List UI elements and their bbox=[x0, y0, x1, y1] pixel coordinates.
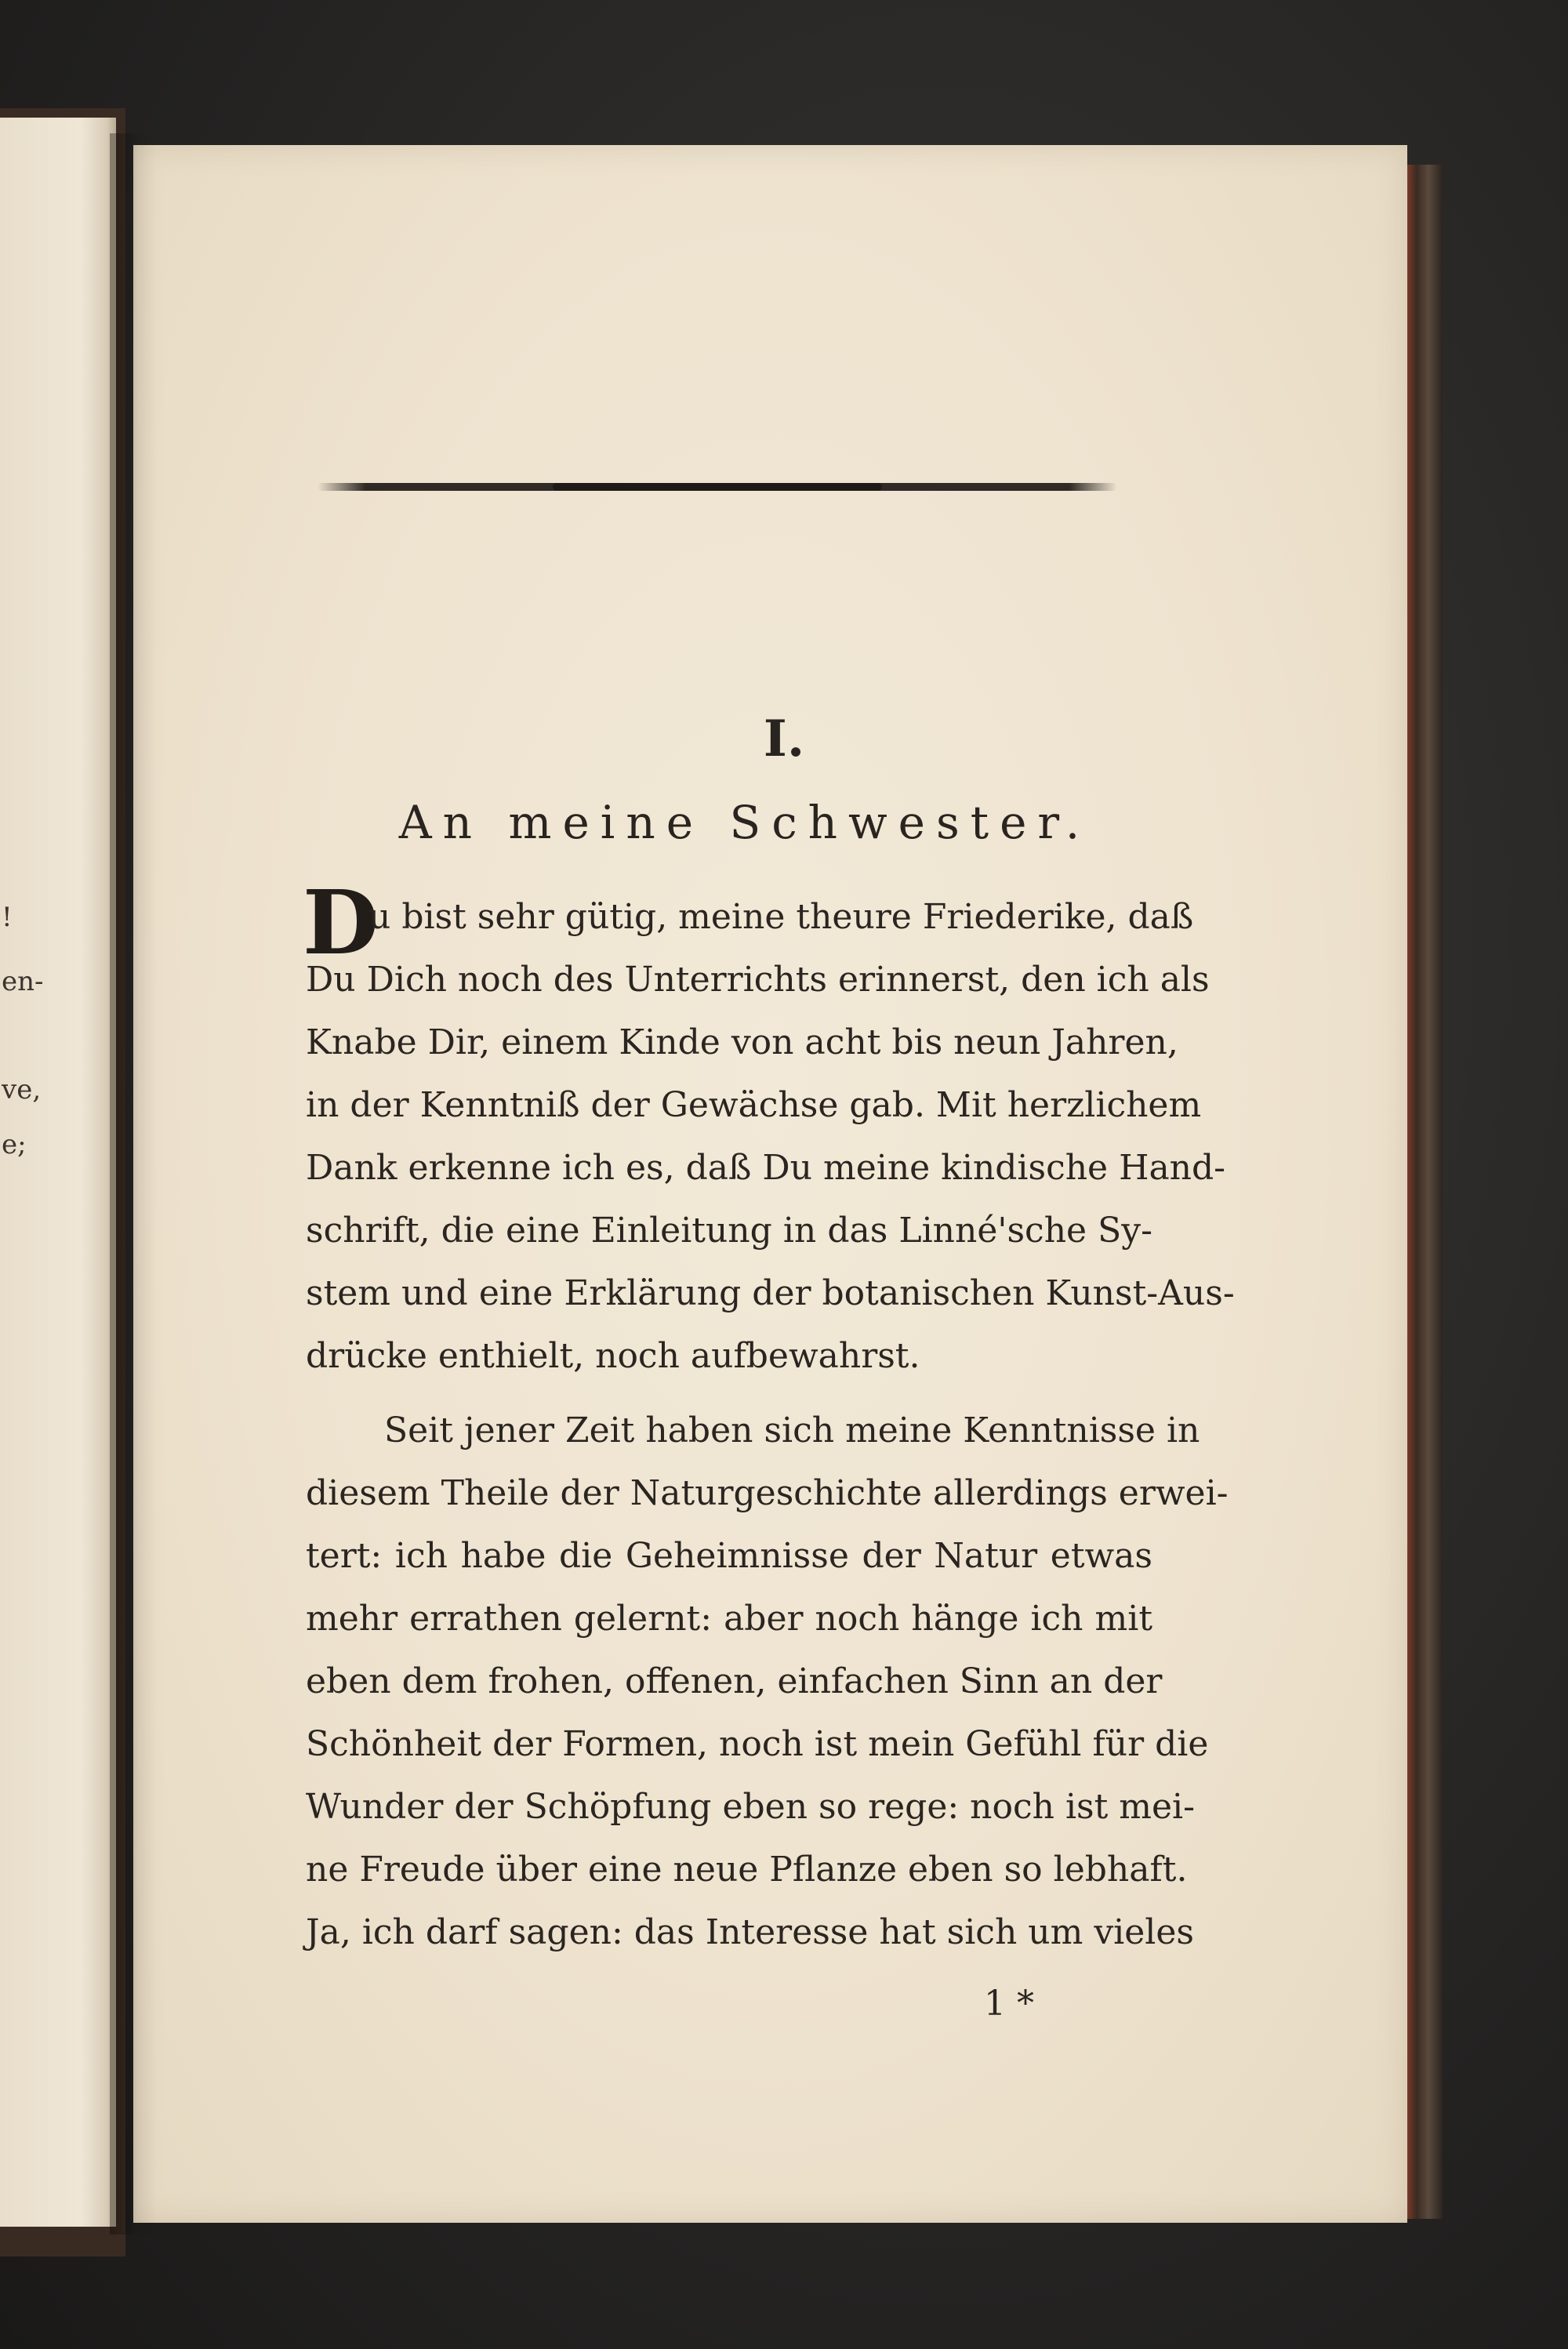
gutter-shadow bbox=[110, 133, 157, 2235]
ornamental-rule bbox=[318, 483, 1117, 491]
text-line: eben dem frohen, offenen, einfachen Sinn an der bbox=[306, 1661, 1163, 1701]
left-page-fragment: e; bbox=[2, 1129, 27, 1160]
text-line: Dank erkenne ich es, daß Du meine kindische Hand- bbox=[306, 1148, 1226, 1188]
left-page-fragment: ve, bbox=[2, 1074, 42, 1106]
text-line: drücke enthielt, noch aufbewahrst. bbox=[306, 1336, 920, 1376]
text-line: schrift, die eine Einleitung in das Linné'sche Sy- bbox=[306, 1211, 1152, 1251]
text-line: Du Dich noch des Unterrichts erinnerst, den ich als bbox=[306, 960, 1210, 1000]
chapter-number: I. bbox=[763, 710, 805, 768]
text-line: Knabe Dir, einem Kinde von acht bis neun Jahren, bbox=[306, 1022, 1178, 1062]
text-line: mehr errathen gelernt: aber noch hänge ich mit bbox=[306, 1599, 1152, 1639]
text-line: stem und eine Erklärung der botanischen Kunst-Aus- bbox=[306, 1273, 1235, 1313]
text-line: tert: ich habe die Geheimnisse der Natur etwas bbox=[306, 1536, 1152, 1576]
chapter-title: An meine Schwester. bbox=[398, 796, 1091, 849]
text-line: diesem Theile der Naturgeschichte allerdings erwei- bbox=[306, 1473, 1229, 1513]
text-line: Schönheit der Formen, noch ist mein Gefühl für die bbox=[306, 1724, 1209, 1764]
text-line: in der Kenntniß der Gewächse gab. Mit herzlichem bbox=[306, 1085, 1202, 1125]
text-line: Wunder der Schöpfung eben so rege: noch ist mei- bbox=[306, 1787, 1195, 1827]
text-line: ne Freude über eine neue Pflanze eben so lebhaft. bbox=[306, 1850, 1188, 1890]
signature-mark: 1 * bbox=[984, 1984, 1034, 2024]
left-page-fragment: ! bbox=[2, 902, 13, 933]
text-line: Seit jener Zeit haben sich meine Kenntnisse in bbox=[384, 1410, 1200, 1450]
text-line: Ja, ich darf sagen: das Interesse hat sich um vieles bbox=[306, 1912, 1194, 1952]
left-page-fragment: en- bbox=[2, 966, 44, 997]
drop-cap: D bbox=[303, 872, 379, 975]
left-facing-page bbox=[0, 118, 116, 2227]
text-line: u bist sehr gütig, meine theure Friederike, daß bbox=[368, 897, 1194, 937]
